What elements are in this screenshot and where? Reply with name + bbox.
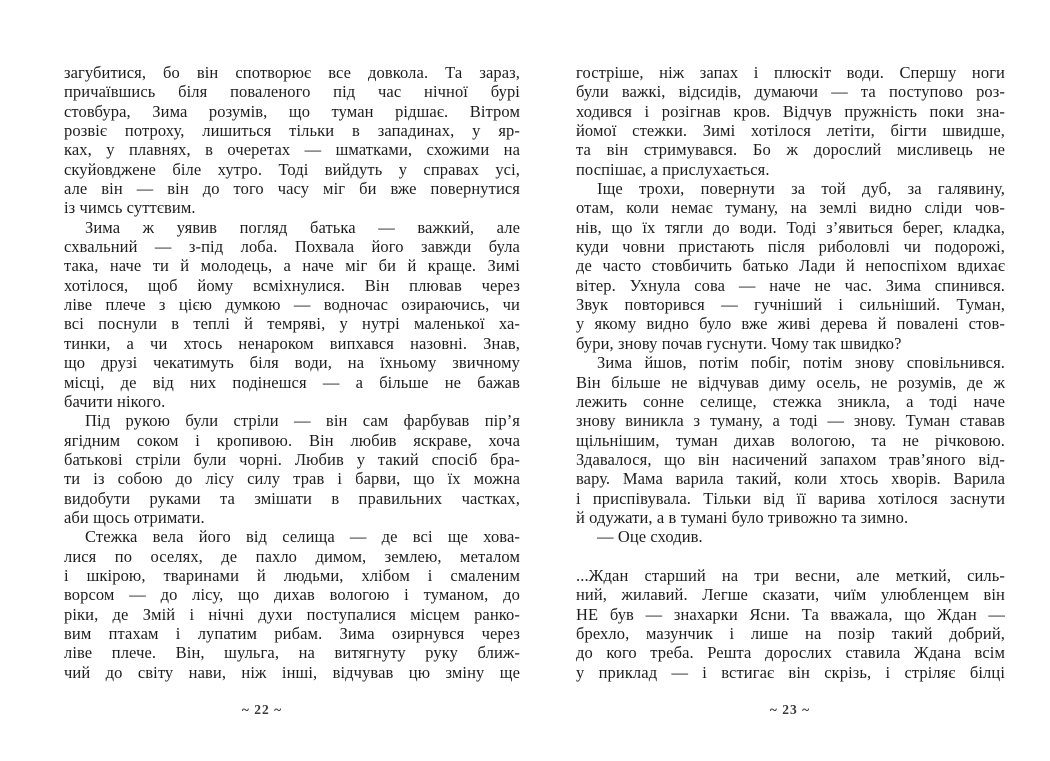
text-line: ліве плече. Він, шульга, на витягнуту руку ближ-	[64, 643, 520, 663]
page-right-text-block	[576, 63, 1005, 682]
text-line: Під рукою були стріли — він сам фарбував пір’я	[85, 411, 520, 431]
text-line: ний, жилавий. Легше сказати, чиїм улюбленцем він	[576, 585, 1005, 605]
page-left-text-block	[64, 63, 520, 682]
text-line: стовбура, Зима розумів, що туман рідшає. Вітром	[64, 101, 520, 121]
text-line: розвіє потроху, лишиться тільки в западинах, у яр-	[64, 121, 520, 141]
text-line: видобути руками та змішати в правильних частках,	[64, 488, 520, 508]
text-line: батькові стріли були чорні. Любив у такий спосіб бра-	[64, 449, 520, 469]
text-line: нів, що їх тягли до води. Тоді з’явиться берег, кладка,	[576, 217, 1005, 237]
text-line: до кого треба. Решта дорослих ставила Ждана всім	[576, 643, 1005, 663]
text-line: аби щось отримати.	[64, 507, 205, 527]
text-line: із чимсь суттєвим.	[64, 198, 196, 218]
text-line: ліве плече з цією думкою — водночас озираючись, чи	[64, 295, 520, 315]
text-line: знову виникла з туману, а тоді — знову. Туман ставав	[576, 411, 1005, 431]
text-line: Стежка вела його від селища — де всі ще хова-	[85, 527, 520, 547]
page-right-number: ~ 23 ~	[769, 702, 811, 717]
text-line: загубитися, бо він спотворює все довкола. Та зараз,	[64, 63, 520, 82]
text-line: ягідним соком і кропивою. Він любив яскраве, хоча	[64, 430, 520, 450]
text-line: НЕ був — знахарки Ясни. Та вважала, що Ждан —	[576, 604, 1005, 624]
text-line: ти із собою до лісу силу трав і барви, що їх можна	[64, 469, 520, 489]
text-line: гостріше, ніж запах і плюскіт води. Спершу ноги	[576, 63, 1005, 82]
text-line: скуйовджене біле хутро. Тоді вийдуть у справах усі,	[64, 159, 520, 179]
text-line: всі поснули в теплі й темряві, у нутрі маленької ха-	[64, 314, 520, 334]
text-line: були важкі, відсидів, думаючи — та поступово роз-	[576, 82, 1005, 102]
text-line: у якому видно було вже живі дерева й повалені стов-	[576, 314, 1005, 334]
text-line: й одужати, а в тумані було тривожно та зимно.	[576, 507, 909, 527]
text-line: брехло, мазунчик і лише на позір такий добрий,	[576, 623, 1005, 643]
text-line: де часто стовбичить батько Лади й непоспіхом вдихає	[576, 256, 1005, 276]
text-line: лися по оселях, де пахло димом, землею, металом	[64, 546, 520, 566]
text-line: схвальний — з-під лоба. Похвала його завжди була	[64, 237, 520, 257]
text-line: що друзі чекатимуть біля води, на їхньому звичному	[64, 353, 520, 373]
text-line: і приспівувала. Тільки від її варива хотілося заснути	[576, 488, 1005, 508]
text-line: та він стримувався. Бо ж дорослий мисливець не	[576, 140, 1005, 160]
text-line: ...Ждан старший на три весни, але меткий, силь-	[576, 565, 1005, 585]
text-line: отам, коли немає туману, на землі видно сліди чов-	[576, 198, 1005, 218]
page-left-number: ~ 22 ~	[241, 702, 283, 717]
text-line: куди човни пристають після риболовлі чи подорожі,	[576, 237, 1005, 257]
text-line: Зима йшов, потім побіг, потім знову сповільнився.	[597, 353, 1005, 373]
text-line: Іще трохи, повернути за той дуб, за галявину,	[597, 179, 1005, 199]
text-line: Зима ж уявив погляд батька — важкий, але	[85, 217, 520, 237]
text-line: вітер. Ухнула сова — наче не час. Зима спинився.	[576, 275, 1005, 295]
text-line: причаївшись біля поваленого під час нічної бурі	[64, 82, 520, 102]
text-line: ріки, де Змій і нічні духи поступалися місцем ранко-	[64, 604, 520, 624]
text-line: і шкірою, тваринами й людьми, хлібом і смаленим	[64, 565, 520, 585]
text-line: лежить сонне селище, стежка зникла, а тоді наче	[576, 391, 1005, 411]
text-line: ках, у плавнях, в очеретах — шматками, схожими на	[64, 140, 520, 160]
text-line: вару. Мама варила такий, коли хтось хворів. Варила	[576, 469, 1005, 489]
text-line: Здавалося, що він насичений запахом трав’яного від-	[576, 449, 1005, 469]
text-line: Звук повторився — гучніший і сильніший. Туман,	[576, 295, 1005, 315]
text-line: ворсом — до лісу, що дихав вологою і туманом, до	[64, 585, 520, 605]
text-line: вим птахам і лупатим рибам. Зима озирнувся через	[64, 623, 520, 643]
text-line: хотілося, щоб йому всміхнулися. Він плював через	[64, 275, 520, 295]
text-line: у приклад — і встигає він скрізь, і стріляє білці	[576, 662, 1005, 682]
text-line: чий до світу нави, ніж інші, відчував цю зміну ще	[64, 662, 520, 682]
blank-line	[576, 547, 1005, 566]
text-line: поспішає, а прислухається.	[576, 159, 770, 179]
text-line: бури, знову почав гуснути. Чому так швидко?	[576, 333, 902, 353]
text-line: йомої стежки. Зимі хотілося летіти, бігти швидше,	[576, 121, 1005, 141]
text-line: Він більше не відчував диму осель, не розумів, де ж	[576, 372, 1005, 392]
text-line: місці, де від них подінешся — а більше не бажав	[64, 372, 520, 392]
text-line: така, наче ти й молодець, а наче міг би й краще. Зимі	[64, 256, 520, 276]
text-line: ходився і розігнав кров. Відчув пружність поки зна-	[576, 101, 1005, 121]
text-line: тинки, а чи хтось ненароком випхався назовні. Знав,	[64, 333, 520, 353]
text-line: але він — він до того часу міг би вже повернутися	[64, 179, 520, 199]
text-line: щільнішим, туман дихав вологою, та не річковою.	[576, 430, 1005, 450]
text-line: бачити нікого.	[64, 391, 166, 411]
text-line: — Оце сходив.	[597, 527, 703, 547]
